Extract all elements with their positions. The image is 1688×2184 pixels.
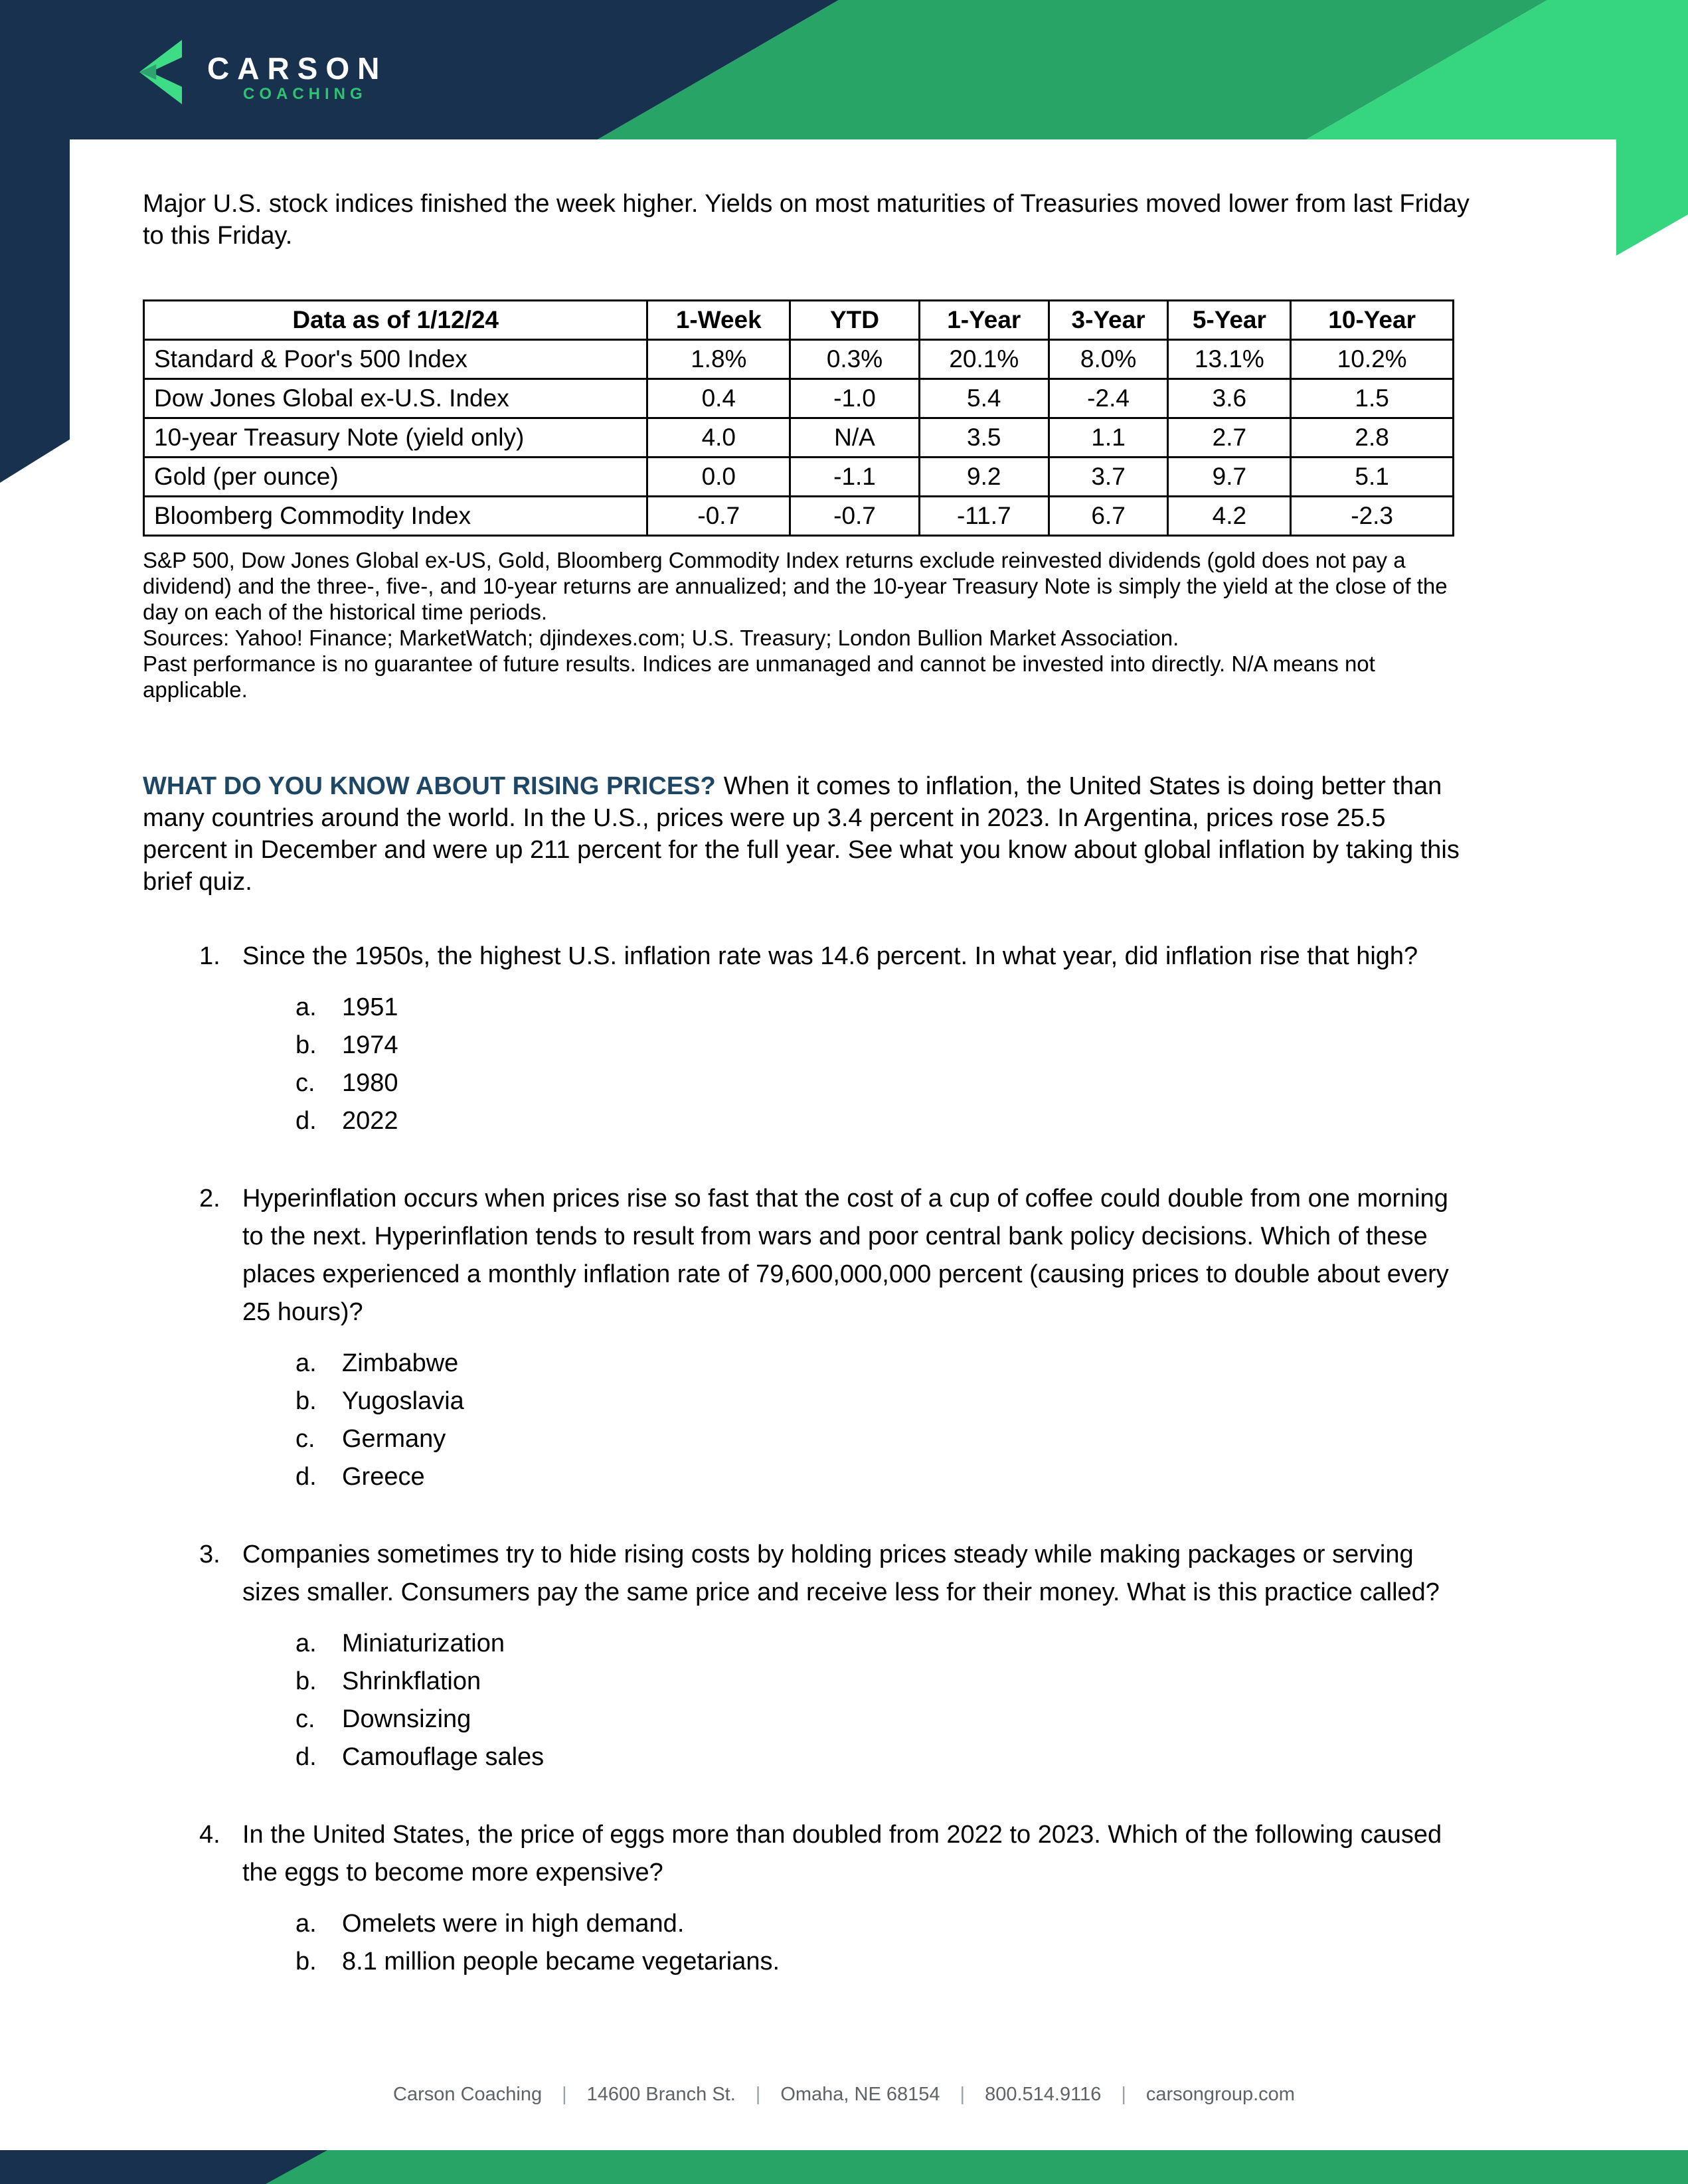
question-text: In the United States, the price of eggs more than doubled from 2022 to 2023. Which of the following caused the eggs to become more expensive? [242, 1821, 1442, 1887]
option [143, 1738, 1470, 1776]
quiz-heading: WHAT DO YOU KNOW ABOUT RISING PRICES? [143, 772, 716, 800]
cell: 20.1% [919, 340, 1049, 379]
footer-address-city: Omaha, NE 68154 [780, 2084, 940, 2105]
table-row [144, 497, 1454, 536]
footer-website: carsongroup.com [1145, 2084, 1295, 2105]
cell: 0.3% [790, 340, 920, 379]
cell: -2.4 [1049, 379, 1168, 418]
option-letter: b. [295, 1667, 317, 1695]
option-text: Shrinkflation [342, 1667, 481, 1695]
footnote-disclaimer: Past performance is no guarantee of future results. Indices are unmanaged and cannot be invested into directly. N/A means not applicable. [143, 651, 1375, 702]
document-body [143, 188, 1470, 1981]
footer-address-street: 14600 Branch St. [586, 2084, 736, 2105]
option [143, 1420, 1470, 1458]
cell: 3.6 [1168, 379, 1291, 418]
option-text: 2022 [342, 1107, 398, 1135]
row-label: Bloomberg Commodity Index [144, 497, 647, 536]
cell: -11.7 [919, 497, 1049, 536]
footer-separator: | [960, 2084, 966, 2105]
cell: 0.0 [647, 458, 790, 497]
option-text: Yugoslavia [342, 1387, 464, 1415]
option-letter: d. [295, 1107, 317, 1135]
footer-separator: | [755, 2084, 761, 2105]
option-text: 8.1 million people became vegetarians. [342, 1948, 780, 1975]
cell: 10.2% [1291, 340, 1454, 379]
option-letter: d. [295, 1743, 317, 1771]
option [143, 1027, 1470, 1064]
cell: 5.4 [919, 379, 1049, 418]
row-label: 10-year Treasury Note (yield only) [144, 418, 647, 458]
quiz-intro-paragraph [143, 770, 1470, 898]
cell: 1.8% [647, 340, 790, 379]
option-text: 1980 [342, 1069, 398, 1097]
row-label: Dow Jones Global ex-U.S. Index [144, 379, 647, 418]
option-text: Miniaturization [342, 1630, 505, 1657]
option [143, 1383, 1470, 1420]
option [143, 1663, 1470, 1701]
table-footnotes [143, 547, 1470, 703]
footnote-returns: S&P 500, Dow Jones Global ex-US, Gold, Bloomberg Commodity Index returns exclude reinvested dividends (gold does not pay a dividend) and the three-, five-, and 10-year returns are annualized; and the 10-year Treasury Note is simply the yield at the close of the day on each of the historical time periods. [143, 548, 1448, 624]
left-navy-strip [0, 139, 70, 483]
cell: 1.5 [1291, 379, 1454, 418]
row-label: Gold (per ounce) [144, 458, 647, 497]
question-text: Companies sometimes try to hide rising costs by holding prices steady while making packages or serving sizes smaller. Consumers pay the same price and receive less for their money. What is this practice called? [242, 1541, 1440, 1606]
col-header-data-as-of: Data as of 1/12/24 [144, 301, 647, 340]
cell: 0.4 [647, 379, 790, 418]
col-header-ytd: YTD [790, 301, 920, 340]
option-letter: c. [295, 1705, 315, 1733]
market-data-table [143, 299, 1454, 537]
intro-paragraph: Major U.S. stock indices finished the week higher. Yields on most maturities of Treasuries moved lower from last Friday to this Friday. [143, 190, 1470, 250]
cell: 4.2 [1168, 497, 1291, 536]
option [143, 1701, 1470, 1738]
carson-coaching-logo [139, 39, 418, 112]
question-4 [143, 1816, 1470, 1981]
cell: -1.1 [790, 458, 920, 497]
cell: 8.0% [1049, 340, 1168, 379]
cell: 1.1 [1049, 418, 1168, 458]
quiz-intro-text: When it comes to inflation, the United States is doing better than many countries around the world. In the U.S., prices were up 3.4 percent in 2023. In Argentina, prices rose 25.5 percent in December and were up 211 percent for the full year. See what you know about global inflation by taking this brief quiz. [143, 772, 1460, 896]
col-header-3-year: 3-Year [1049, 301, 1168, 340]
option-letter: b. [295, 1387, 317, 1415]
table-header-row [144, 301, 1454, 340]
option [143, 1345, 1470, 1383]
option-text: Zimbabwe [342, 1349, 459, 1377]
option [143, 1943, 1470, 1981]
footer-separator: | [562, 2084, 567, 2105]
footer-phone: 800.514.9116 [985, 2084, 1102, 2105]
question-number: 3. [199, 1541, 220, 1568]
cell: 6.7 [1049, 497, 1168, 536]
option-text: 1974 [342, 1031, 398, 1059]
table-row [144, 418, 1454, 458]
option-text: Germany [342, 1425, 446, 1453]
col-header-5-year: 5-Year [1168, 301, 1291, 340]
question-2 [143, 1180, 1470, 1496]
option [143, 1102, 1470, 1140]
page-footer [0, 2084, 1688, 2106]
col-header-10-year: 10-Year [1291, 301, 1454, 340]
option-text: Downsizing [342, 1705, 471, 1733]
cell: 4.0 [647, 418, 790, 458]
question-number: 1. [199, 942, 220, 970]
option-letter: d. [295, 1463, 317, 1491]
col-header-1-year: 1-Year [919, 301, 1049, 340]
option-letter: c. [295, 1069, 315, 1097]
option-letter: b. [295, 1948, 317, 1975]
question-3 [143, 1536, 1470, 1776]
table-row [144, 340, 1454, 379]
question-4-options [143, 1905, 1470, 1981]
logo-brand-text: CARSON [207, 51, 388, 86]
cell: 3.7 [1049, 458, 1168, 497]
option [143, 1064, 1470, 1102]
question-text: Since the 1950s, the highest U.S. inflation rate was 14.6 percent. In what year, did inflation rise that high? [242, 942, 1418, 970]
question-text: Hyperinflation occurs when prices rise so fast that the cost of a cup of coffee could double from one morning to the next. Hyperinflation tends to result from wars and poor central bank policy decisions. Which of these places experienced a monthly inflation rate of 79,600,000,000 percent (causing prices to double about every 25 hours)? [242, 1185, 1449, 1326]
cell: 9.7 [1168, 458, 1291, 497]
option-letter: b. [295, 1031, 317, 1059]
option [143, 1905, 1470, 1943]
question-1-options [143, 989, 1470, 1140]
option [143, 1625, 1470, 1663]
row-label: Standard & Poor's 500 Index [144, 340, 647, 379]
cell: -2.3 [1291, 497, 1454, 536]
question-1 [143, 938, 1470, 1140]
question-number: 2. [199, 1185, 220, 1213]
option-letter: c. [295, 1425, 315, 1453]
cell: 2.8 [1291, 418, 1454, 458]
option-letter: a. [295, 1630, 317, 1657]
cell: 2.7 [1168, 418, 1291, 458]
option-letter: a. [295, 1349, 317, 1377]
cell: 13.1% [1168, 340, 1291, 379]
footer-separator: | [1121, 2084, 1126, 2105]
option-text: 1951 [342, 993, 398, 1021]
cell: 5.1 [1291, 458, 1454, 497]
option-text: Greece [342, 1463, 425, 1491]
cell: -0.7 [790, 497, 920, 536]
cell: 3.5 [919, 418, 1049, 458]
table-row [144, 379, 1454, 418]
table-row [144, 458, 1454, 497]
question-2-options [143, 1345, 1470, 1496]
option [143, 989, 1470, 1027]
col-header-1-week: 1-Week [647, 301, 790, 340]
option [143, 1458, 1470, 1496]
option-letter: a. [295, 993, 317, 1021]
question-number: 4. [199, 1821, 220, 1849]
cell: 9.2 [919, 458, 1049, 497]
logo-sub-text: COACHING [243, 85, 367, 103]
cell: N/A [790, 418, 920, 458]
option-text: Camouflage sales [342, 1743, 545, 1771]
cell: -1.0 [790, 379, 920, 418]
cell: -0.7 [647, 497, 790, 536]
question-3-options [143, 1625, 1470, 1776]
footnote-sources: Sources: Yahoo! Finance; MarketWatch; djindexes.com; U.S. Treasury; London Bullion Market Association. [143, 626, 1179, 650]
option-letter: a. [295, 1910, 317, 1938]
carson-chevron-icon [139, 40, 182, 104]
footer-company: Carson Coaching [393, 2084, 543, 2105]
option-text: Omelets were in high demand. [342, 1910, 685, 1938]
